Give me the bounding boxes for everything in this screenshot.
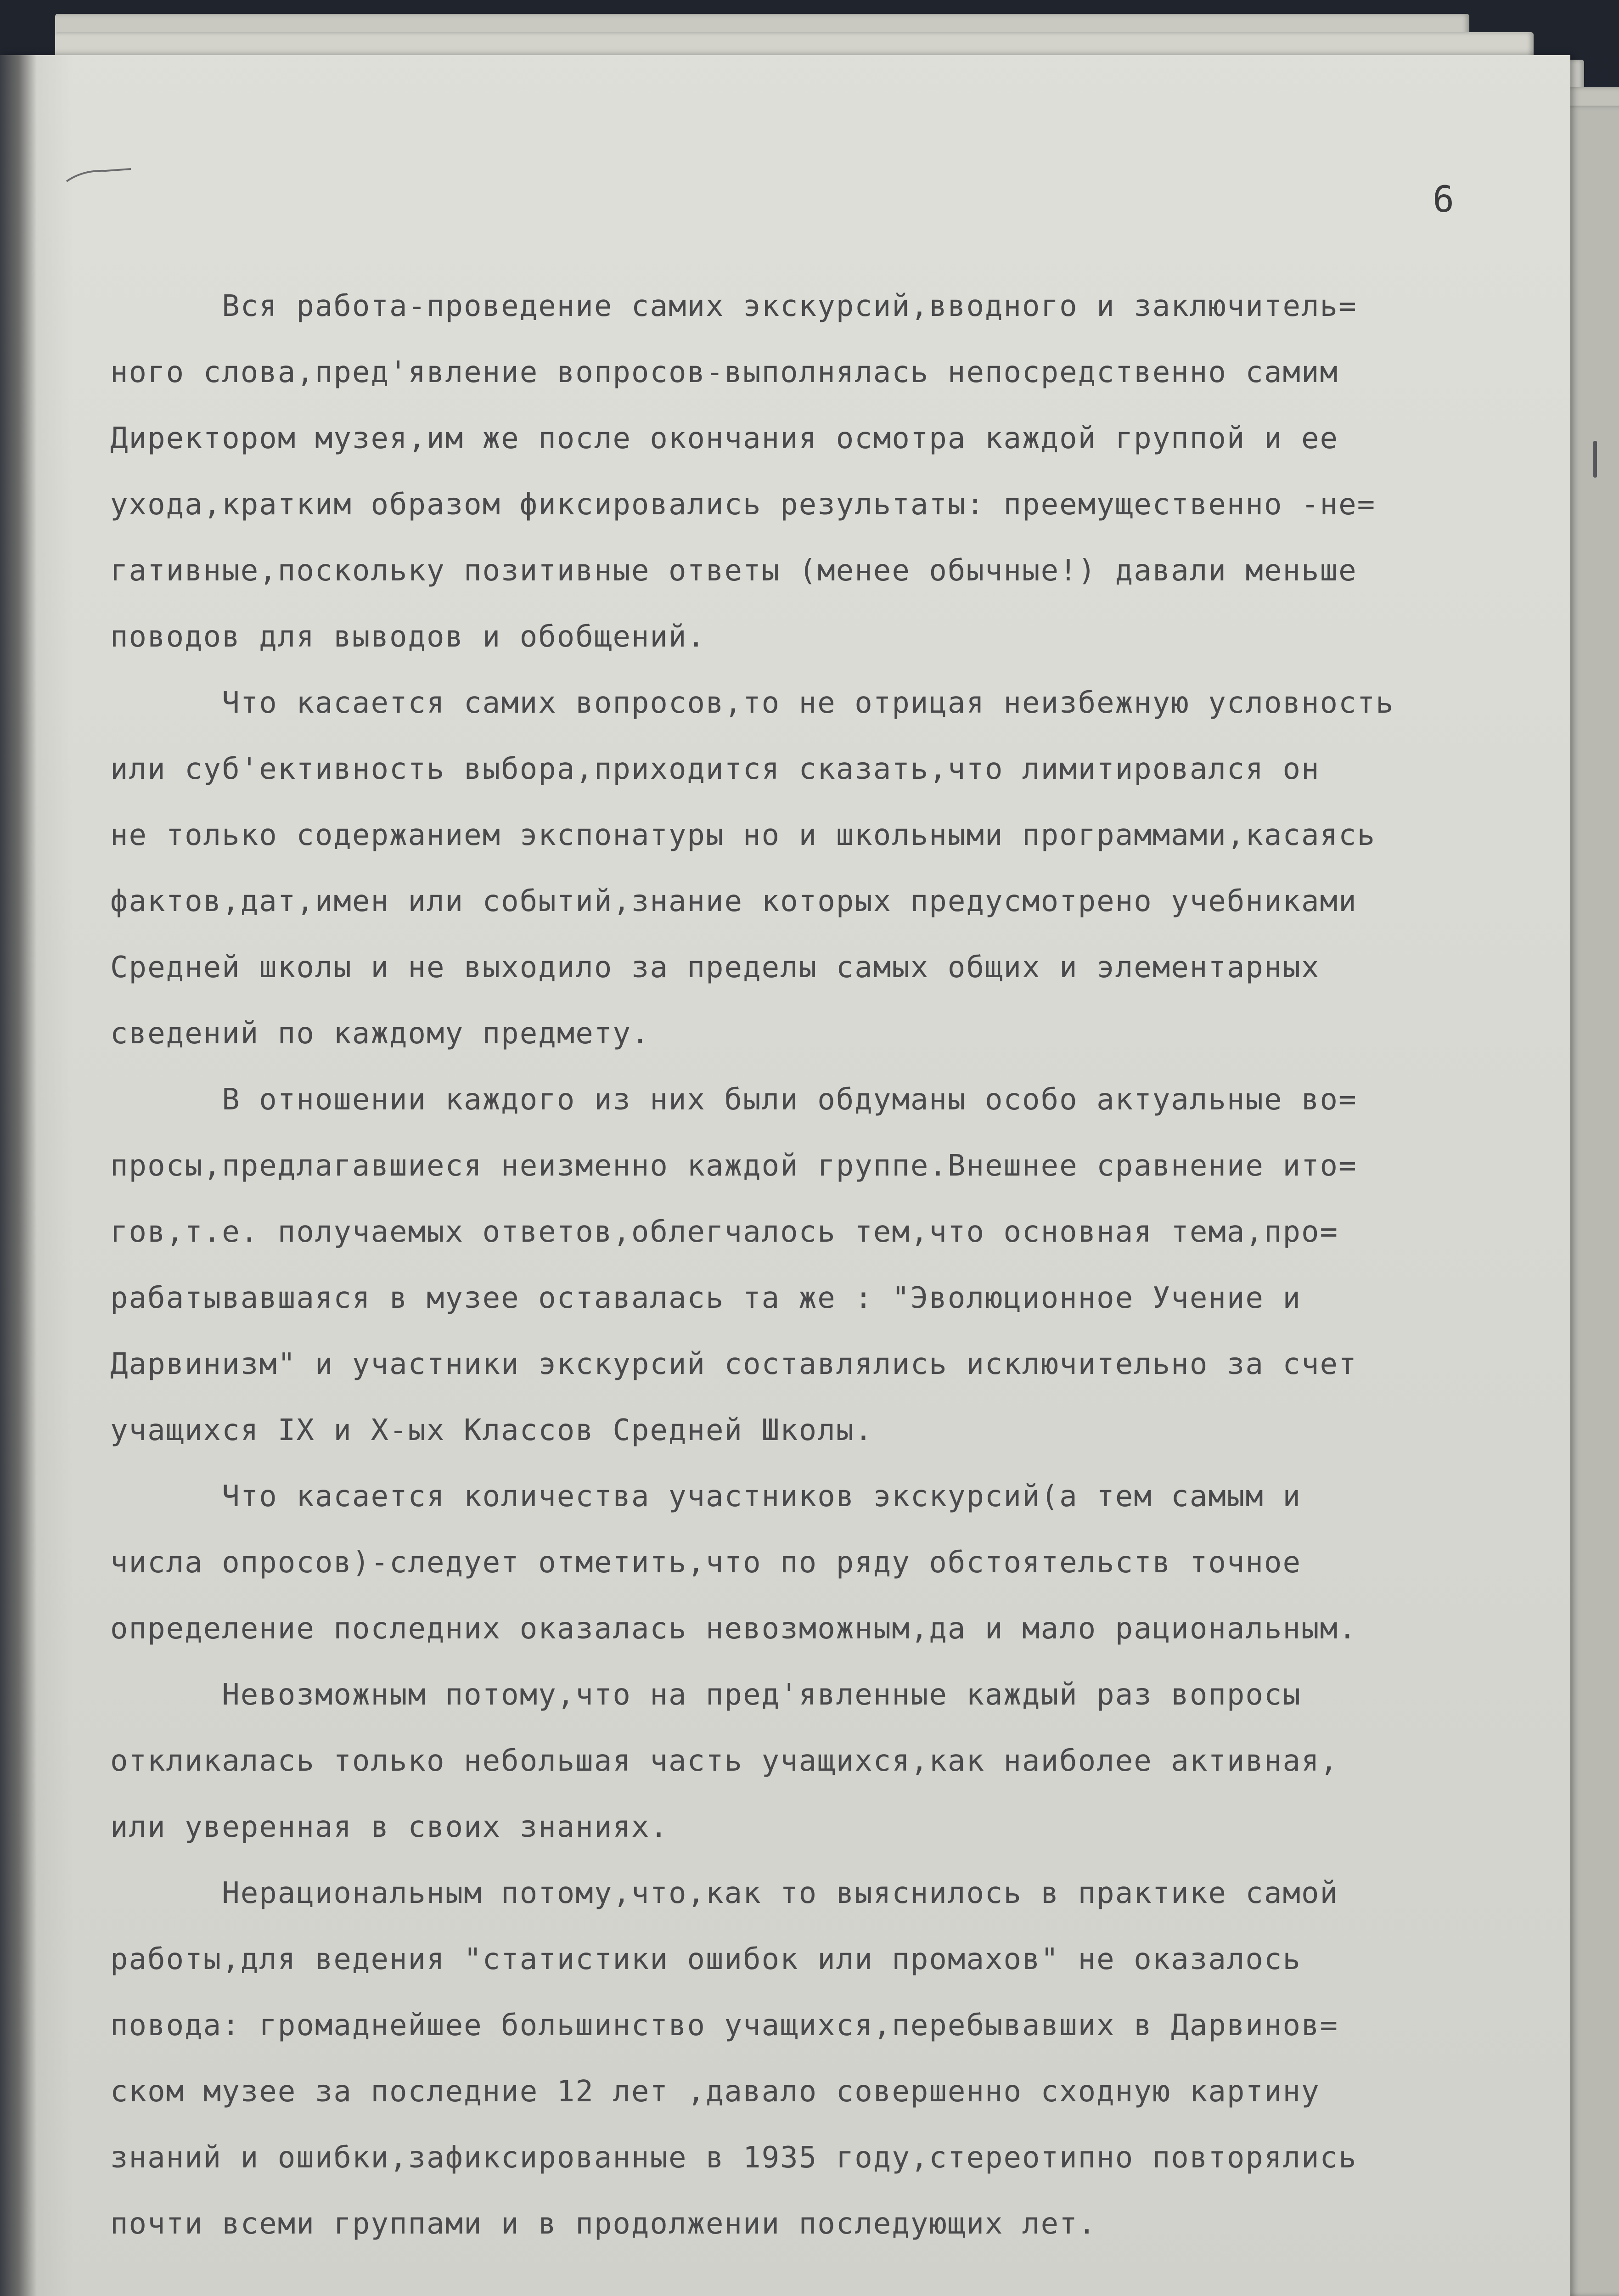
text-line: Нерациональным потому,что,как то выяснилось в практике самой bbox=[110, 1876, 1339, 1910]
page-binding-shadow bbox=[0, 55, 37, 2296]
text-line: Невозможным потому,что на пред'явленные каждый раз вопросы bbox=[110, 1678, 1301, 1712]
text-line: В отношении каждого из них были обдуманы особо актуальные во= bbox=[110, 1083, 1357, 1117]
paragraph-4 bbox=[110, 1463, 1524, 1662]
text-line: ском музее за последние 12 лет ,давало совершенно сходную картину bbox=[110, 2075, 1320, 2109]
text-line: Вся работа-проведение самих экскурсий,вводного и заключитель= bbox=[110, 289, 1357, 323]
paragraph-6 bbox=[110, 1860, 1524, 2257]
text-line: числа опросов)-следует отметить,что по ряду обстоятельств точное bbox=[110, 1546, 1301, 1580]
page-tab-marker bbox=[1593, 441, 1597, 478]
text-line: Дарвинизм" и участники экскурсий составлялись исключительно за счет bbox=[110, 1347, 1357, 1381]
text-line: знаний и ошибки,зафиксированные в 1935 году,стереотипно повторялись bbox=[110, 2141, 1357, 2175]
text-line: или уверенная в своих знаниях. bbox=[110, 1810, 669, 1844]
text-line: определение последних оказалась невозможным,да и мало рациональным. bbox=[110, 1612, 1357, 1646]
text-line: Директором музея,им же после окончания осмотра каждой группой и ее bbox=[110, 422, 1339, 456]
text-line: ухода,кратким образом фиксировались результаты: преемущественно -не= bbox=[110, 488, 1376, 522]
text-line: откликалась только небольшая часть учащихся,как наиболее активная, bbox=[110, 1744, 1339, 1778]
paragraph-1 bbox=[110, 273, 1524, 670]
paragraph-3 bbox=[110, 1067, 1524, 1463]
text-line: гативные,поскольку позитивные ответы (менее обычные!) давали меньше bbox=[110, 554, 1357, 588]
paragraph-5 bbox=[110, 1662, 1524, 1860]
text-line: поводов для выводов и обобщений. bbox=[110, 620, 706, 654]
text-line: фактов,дат,имен или событий,знание которых предусмотрено учебниками bbox=[110, 884, 1357, 918]
pencil-corner-mark bbox=[64, 165, 133, 184]
text-line: гов,т.е. получаемых ответов,облегчалось тем,что основная тема,про= bbox=[110, 1215, 1339, 1249]
text-line: рабатывавшаяся в музее оставалась та же : "Эволюционное Учение и bbox=[110, 1281, 1301, 1315]
paragraph-2 bbox=[110, 670, 1524, 1067]
text-line: или суб'ективность выбора,приходится сказать,что лимитировался он bbox=[110, 752, 1320, 786]
text-line: сведений по каждому предмету. bbox=[110, 1017, 650, 1051]
text-line: ного слова,пред'явление вопросов-выполнялась непосредственно самим bbox=[110, 355, 1339, 389]
body-text bbox=[110, 273, 1524, 2257]
text-line: просы,предлагавшиеся неизменно каждой группе.Внешнее сравнение ито= bbox=[110, 1149, 1357, 1183]
text-line: Что касается самих вопросов,то не отрицая неизбежную условность bbox=[110, 686, 1394, 720]
text-line: не только содержанием экспонатуры но и школьными программами,касаясь bbox=[110, 818, 1376, 852]
text-line: Что касается количества участников экскурсий(а тем самым и bbox=[110, 1480, 1301, 1514]
text-line: учащихся IX и X-ых Классов Средней Школы. bbox=[110, 1413, 873, 1447]
text-line: Средней школы и не выходило за пределы самых общих и элементарных bbox=[110, 951, 1320, 985]
text-line: повода: громаднейшее большинство учащихся,перебывавших в Дарвинов= bbox=[110, 2009, 1339, 2043]
text-line: почти всеми группами и в продолжении последующих лет. bbox=[110, 2207, 1097, 2241]
text-line: работы,для ведения "статистики ошибок или промахов" не оказалось bbox=[110, 1942, 1301, 1976]
page-number: 6 bbox=[1433, 179, 1454, 220]
